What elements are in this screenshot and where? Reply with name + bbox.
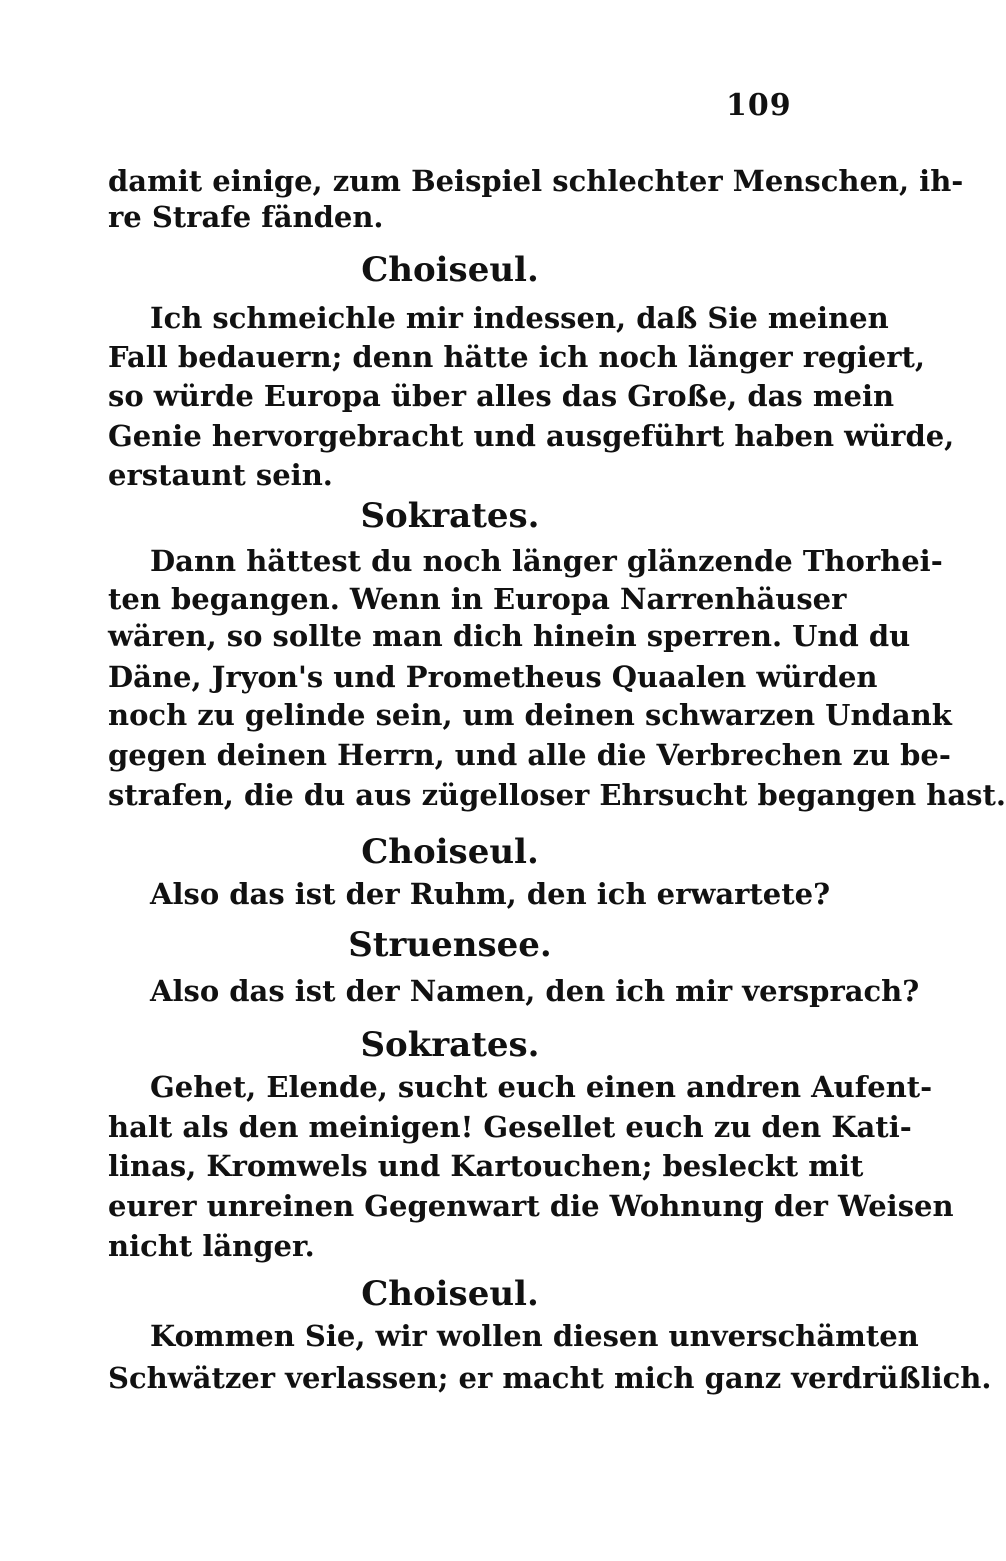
text-line: Fall bedauern; denn hätte ich noch länger regiert, (108, 340, 925, 374)
text-line: Gehet, Elende, sucht euch einen andren Aufent- (150, 1070, 933, 1104)
text-line: re Strafe fänden. (108, 200, 384, 234)
text-line: Genie hervorgebracht und ausgeführt haben würde, (108, 419, 955, 453)
text-line: wären, so sollte man dich hinein sperren. Und du (108, 619, 911, 653)
text-line: halt als den meinigen! Gesellet euch zu den Kati- (108, 1110, 912, 1144)
text-line: linas, Kromwels und Kartouchen; besleckt mit (108, 1149, 864, 1183)
speaker-heading: Sokrates. (360, 1025, 540, 1065)
speaker-heading: Choiseul. (361, 250, 539, 290)
text-line: damit einige, zum Beispiel schlechter Menschen, ih- (108, 164, 964, 198)
text-line: Dann hättest du noch länger glänzende Thorhei- (150, 544, 943, 578)
text-line: ten begangen. Wenn in Europa Narrenhäuser (108, 582, 847, 616)
text-line: eurer unreinen Gegenwart die Wohnung der Weisen (108, 1189, 954, 1223)
speaker-heading: Choiseul. (361, 832, 539, 872)
text-line: Also das ist der Ruhm, den ich erwartete? (150, 877, 831, 911)
text-line: Also das ist der Namen, den ich mir versprach? (150, 974, 920, 1008)
speaker-heading: Choiseul. (361, 1274, 539, 1314)
text-line: Kommen Sie, wir wollen diesen unverschämten (150, 1319, 919, 1353)
text-line: gegen deinen Herrn, und alle die Verbrechen zu be- (108, 738, 951, 772)
page-number: 109 (726, 88, 792, 123)
text-line: noch zu gelinde sein, um deinen schwarzen Undank (108, 698, 952, 732)
text-line: nicht länger. (108, 1229, 315, 1263)
text-line: so würde Europa über alles das Große, das mein (108, 379, 895, 413)
text-line: strafen, die du aus zügelloser Ehrsucht begangen hast. (108, 778, 1006, 812)
text-line: Schwätzer verlassen; er macht mich ganz verdrüßlich. (108, 1361, 992, 1395)
text-line: erstaunt sein. (108, 458, 333, 492)
text-line: Ich schmeichle mir indessen, daß Sie meinen (150, 301, 889, 335)
speaker-heading: Sokrates. (360, 496, 540, 536)
speaker-heading: Struensee. (348, 925, 552, 965)
text-line: Däne, Jryon's und Prometheus Quaalen würden (108, 660, 878, 694)
